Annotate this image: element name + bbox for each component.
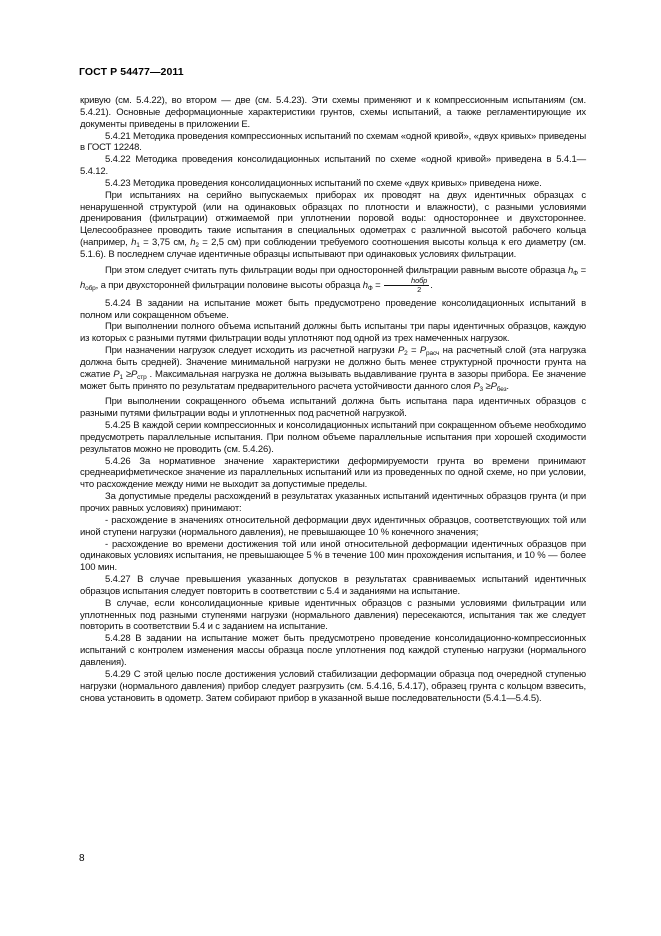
formula-symbol: P bbox=[490, 380, 497, 392]
formula-subscript: обр bbox=[85, 284, 96, 292]
list-item-time: - расхождение во времени достижения той или иной относительной деформации идентичных образцов при одинаковых условиях испытания, не превышающее 5 % в течение 100 мин прохождения испытания, и 10 % — более 100 мин. bbox=[80, 538, 586, 574]
text-run: = bbox=[577, 264, 586, 276]
text-run: , а при двухсторонней фильтрации половине высоты образца bbox=[95, 279, 363, 291]
paragraph-serial-devices bbox=[80, 190, 586, 261]
formula-subscript: Ф bbox=[367, 284, 373, 292]
document-body bbox=[80, 95, 586, 704]
fraction-denominator: 2 bbox=[417, 284, 422, 294]
formula-subscript: Ф bbox=[573, 269, 578, 277]
formula-subscript: 2 bbox=[404, 350, 408, 358]
paragraph-continuation: кривую (см. 5.4.22), во втором — две (см. 5.4.23). Эти схемы применяют и к компрессионным испытаниям (см. 5.4.21). Основные деформационные характеристики грунтов, схемы испытаний, а также регламентирующие их документы приведены в приложении Е. bbox=[80, 95, 586, 130]
paragraph-curves-intersect: В случае, если консолидационные кривые идентичных образцов с разными условиями фильтрации или уплотненных под разными ступенями нагрузки (нормального давления) пересекаются, испытания так же следует повторить в соответствии 5.4 и с заданием на испытание. bbox=[80, 597, 586, 633]
paragraph-loads bbox=[80, 345, 586, 392]
text-run: = 3,75 см, bbox=[139, 237, 191, 249]
formula-subscript: 3 bbox=[479, 385, 483, 393]
text-run: = bbox=[372, 279, 384, 291]
formula-subscript: 1 bbox=[136, 242, 140, 250]
paragraph-filtration-path bbox=[80, 265, 586, 294]
paragraph-limits-intro: За допустимые пределы расхождений в результатах указанных испытаний идентичных образцов грунта (и при прочих равных условиях) принимают: bbox=[80, 491, 586, 514]
formula-symbol: h bbox=[131, 237, 137, 249]
paragraph-5-4-28: 5.4.28 В задании на испытание может быть предусмотрено проведение консолидационно-компрессионных испытаний с контролем изменения массы образца после уплотнения под каждой ступенью нагрузки (нормального давления). bbox=[80, 633, 586, 668]
text-run: При испытаниях на серийно выпускаемых приборах их проводят на двух идентичных образцах с ненарушенной структурой (или на одинаковых образцах по плотности и влажности), с разными условиями дренирования (фильтрации) отжимаемой при уплотнении поровой воды: одностороннее и двухстороннее. Целесообразнее проводить такие испытания в специальных одометрах с различной высотой рабочего кольца (например, bbox=[80, 189, 586, 249]
paragraph-5-4-22: 5.4.22 Методика проведения консолидационных испытаний по схеме «одной кривой» приведена в 5.4.1—5.4.12. bbox=[80, 154, 586, 178]
paragraph-5-4-27: 5.4.27 В случае превышения указанных допусков в результатах сравниваемых испытаний идентичных образцов испытания следует повторить в соответствии с 5.4 и заданиями на испытание. bbox=[80, 574, 586, 597]
list-item-deformation: - расхождение в значениях относительной деформации двух идентичных образцов, соответствующих той или иной ступени нагрузки (нормального давления), не превышающее 10 % конечного значения; bbox=[80, 514, 586, 538]
document-header: ГОСТ Р 54477—2011 bbox=[79, 66, 184, 78]
formula-symbol: h bbox=[190, 237, 196, 249]
formula-symbol: P bbox=[473, 380, 480, 392]
formula-symbol: P bbox=[130, 368, 138, 380]
text-run: . bbox=[430, 279, 433, 291]
text-run: . bbox=[506, 380, 509, 392]
text-run: = bbox=[407, 345, 420, 357]
paragraph-reduced-volume: При выполнении сокращенного объема испытаний должна быть испытана пара идентичных образцов с разными путями фильтрации воды и уплотненных под расчетной нагрузкой. bbox=[80, 396, 586, 420]
formula-symbol: h bbox=[80, 279, 86, 291]
text-run: ≥ bbox=[483, 380, 491, 392]
text-run: на расчетный слой (эта нагрузка должна быть средней). Значение минимальной нагрузки не должно быть менее структурной прочности грунта на сжатие bbox=[80, 345, 586, 380]
paragraph-5-4-29: 5.4.29 С этой целью после достижения условий стабилизации деформации образца под очередной ступенью нагрузки (нормального давления) прибор следует разгрузить (см. 5.4.16, 5.4.17), образец грунта с кольцом взвесить, снова установить в одометр. Затем собирают прибор в указанной выше последовательности (5.4.1—5.4.5). bbox=[80, 668, 586, 704]
text-run: ≥ bbox=[122, 368, 131, 380]
formula-subscript: 1 bbox=[119, 373, 123, 381]
page-number: 8 bbox=[79, 853, 85, 864]
formula-subscript: стр bbox=[137, 373, 147, 381]
formula-subscript: без bbox=[496, 385, 507, 393]
text-run: = 2,5 см) при соблюдении требуемого соотношения высоты кольца к его диаметру (см. 5.1.6). В последнем случае идентичные образцы испытывают при одинаковых условиях фильтрации. bbox=[80, 237, 586, 260]
paragraph-5-4-23: 5.4.23 Методика проведения консолидационных испытаний по схеме «двух кривых» приведена ниже. bbox=[105, 177, 542, 189]
formula-symbol: h bbox=[362, 279, 368, 291]
paragraph-5-4-25: 5.4.25 В каждой серии компрессионных и консолидационных испытаний при сокращенном объеме необходимо предусмотреть параллельные испытания. При полном объеме параллельные испытания при хорошей сходимости результатов можно не проводить (см. 5.4.26). bbox=[80, 420, 586, 455]
text-run: При этом следует считать путь фильтрации воды при односторонней фильтрации равным высоте образца bbox=[105, 264, 568, 276]
text-run: При назначении нагрузок следует исходить из расчетной нагрузки bbox=[105, 345, 398, 357]
formula-symbol: P bbox=[113, 368, 120, 380]
formula-symbol: h bbox=[567, 264, 574, 276]
paragraph-5-4-24: 5.4.24 В задании на испытание может быть предусмотрено проведение консолидационных испытаний в полном или сокращенном объеме. bbox=[80, 297, 586, 321]
paragraph-5-4-21: 5.4.21 Методика проведения компрессионных испытаний по схемам «одной кривой», «двух кривых» приведены в ГОСТ 12248. bbox=[80, 130, 586, 154]
formula-subscript: 2 bbox=[195, 242, 199, 250]
paragraph-full-volume: При выполнении полного объема испытаний должны быть испытаны три пары идентичных образцов, каждую из которых с разными путями фильтрации воды уплотняют под одной из трех намеченных нагрузок. bbox=[80, 321, 586, 345]
formula-symbol: P bbox=[419, 345, 427, 357]
fraction-numerator: hобр bbox=[384, 277, 429, 286]
text-run: . Максимальная нагрузка не должна вызывать выдавливание грунта в зазоры прибора. Ее значение может быть принято по результатам предварительного расчета устойчивости данного слоя bbox=[80, 368, 586, 392]
formula-subscript: расч bbox=[426, 350, 440, 358]
formula-fraction bbox=[384, 277, 429, 294]
formula-symbol: P bbox=[397, 345, 405, 357]
paragraph-5-4-26: 5.4.26 За нормативное значение характеристики деформируемости грунта во времени принимают среднеарифметическое значение из параллельных испытаний или из проведенных по одной схеме, но при условии, что расхождение между ними не выходит за допустимые пределы. bbox=[80, 455, 586, 491]
